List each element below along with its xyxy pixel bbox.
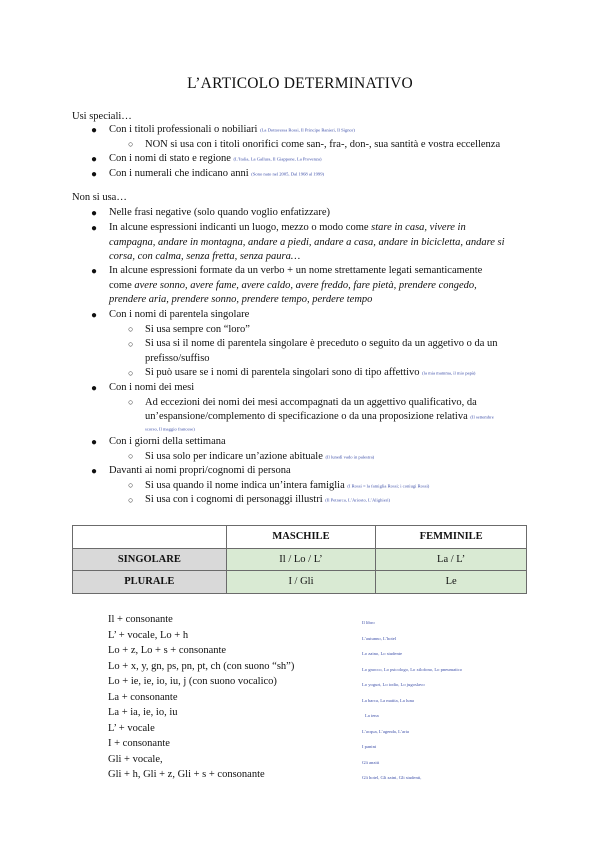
- rule-item: Il + consonante: [108, 614, 173, 625]
- sub-list-item: NON si usa con i titoli onorifici come san-, fra-, don-, sua santità e vostra eccellenza: [145, 139, 501, 150]
- example-note: (La Dottoressa Rossi, Il Principe Ranieri, Il Signor): [260, 127, 355, 133]
- rule-item: Lo + x, y, gn, ps, pn, pt, ch (con suono “sh”): [108, 660, 295, 672]
- rule-example: Lo zaino, Lo studente: [362, 651, 403, 656]
- rule-item: La + consonante: [108, 691, 178, 703]
- bullet-icon: ●: [91, 154, 98, 165]
- example-note: (Il lunedì vado in palestra): [325, 454, 375, 459]
- example-note: (Sono nato nel 2005, Dal 1968 al 1999): [251, 171, 325, 177]
- table-cell: Le: [376, 571, 527, 594]
- rule-item: La + ia, ie, io, iu: [108, 707, 178, 718]
- list-item-continuation: corsa, con calma, senza fretta, senza paura…: [109, 251, 301, 262]
- table-cell: La / L’: [376, 548, 527, 571]
- list-item-continuation: campagna, andare in montagna, andare a piedi, andare a casa, andare in bicicletta, andare si: [109, 236, 505, 248]
- example-note: (Il settembre: [470, 414, 494, 420]
- rule-example: L’autunno, L’hotel: [362, 635, 397, 641]
- circle-bullet-icon: ○: [128, 368, 134, 378]
- list-item-continuation: prendere aria, prendere sonno, prendere tempo, perdere tempo: [109, 294, 373, 305]
- bullet-icon: ●: [91, 437, 98, 448]
- list-item: Con i nomi dei mesi: [109, 382, 195, 393]
- table-row: [73, 548, 527, 571]
- rule-example: L’acqua, L’agenda, L’aria: [362, 728, 409, 734]
- rule-item: L’ + vocale: [108, 722, 155, 734]
- rule-example: Gli anziti: [362, 759, 380, 765]
- sub-list-item-continuation: un’espansione/complemento di specificazione o da una proposizione relativa (Il settembre: [145, 411, 494, 422]
- sub-list-item: Si usa con i cognomi di personaggi illustri (Il Petrarca, L’Ariosto, L’Alighieri): [145, 494, 391, 505]
- table-cell: Il / Lo / L’: [226, 548, 376, 571]
- example-note: (la mia mamma, il mio papà): [422, 370, 476, 376]
- rule-example: La barca, La matita, La luna: [362, 697, 414, 703]
- bullet-icon: ●: [91, 466, 98, 477]
- sub-list-item: Ad eccezioni dei nomi dei mesi accompagnati da un aggettivo qualificativo, da: [145, 396, 477, 408]
- rule-example: I panini: [362, 744, 377, 749]
- circle-bullet-icon: ○: [128, 397, 134, 407]
- section-label-not-used: Non si usa…: [72, 192, 127, 203]
- row-header-plurale: PLURALE: [73, 571, 227, 594]
- circle-bullet-icon: ○: [128, 139, 134, 149]
- rule-item: Gli + vocale,: [108, 753, 163, 765]
- table-corner-cell: [73, 526, 227, 549]
- rule-example: Lo gnocco, Lo psicologo, Lo xilofono, Lo pneumatico: [362, 666, 463, 672]
- sub-list-item: Si usa si il nome di parentela singolare è preceduto o seguito da un aggetivo o da un: [145, 338, 498, 349]
- bullet-icon: ●: [91, 208, 98, 219]
- sub-list-item: Si può usare se i nomi di parentela singolari sono di tipo affettivo (la mia mamma, il mio papà): [145, 367, 476, 378]
- section-label-special-uses: Usi speciali…: [72, 111, 132, 122]
- list-item: [109, 152, 322, 167]
- list-item: In alcune espressioni indicanti un luogo, mezzo o modo come stare in casa, vivere in: [109, 222, 466, 233]
- table-header-row: [73, 526, 527, 549]
- list-item-text: Con i numerali che indicano anni: [109, 168, 249, 179]
- sub-list-item-continuation: prefisso/suffiso: [145, 352, 210, 364]
- page-title: L’ARTICOLO DETERMINATIVO: [187, 75, 413, 92]
- circle-bullet-icon: ○: [128, 339, 134, 349]
- list-item-text: Con i titoli professionali o nobiliari: [109, 124, 258, 135]
- example-note: (I Rossi = la famiglia Rossi; i coniugi Rossi): [347, 483, 430, 488]
- bullet-icon: ●: [91, 310, 98, 321]
- rule-item: Gli + h, Gli + z, Gli + s + consonante: [108, 769, 265, 780]
- list-item: Davanti ai nomi propri/cognomi di persona: [109, 465, 291, 476]
- table-cell: I / Gli: [226, 571, 376, 594]
- bullet-icon: ●: [91, 169, 98, 180]
- list-item: Nelle frasi negative (solo quando voglio enfatizzare): [109, 207, 330, 218]
- list-item: Con i nomi di parentela singolare: [109, 309, 250, 320]
- bullet-icon: ●: [91, 383, 98, 394]
- bullet-icon: ●: [91, 266, 98, 277]
- circle-bullet-icon: ○: [128, 480, 134, 490]
- circle-bullet-icon: ○: [128, 451, 134, 461]
- circle-bullet-icon: ○: [128, 495, 134, 505]
- rule-item: I + consonante: [108, 738, 170, 749]
- example-note: scorso, Il maggio francese): [145, 426, 195, 432]
- table-row: [73, 571, 527, 594]
- rule-example: Il libro: [362, 620, 375, 625]
- sub-list-item: Si usa solo per indicare un’azione abituale (Il lunedì vado in palestra): [145, 450, 375, 462]
- list-item: Con i giorni della settimana: [109, 436, 226, 447]
- list-item: [109, 123, 355, 138]
- bullet-icon: ●: [91, 223, 98, 234]
- circle-bullet-icon: ○: [128, 324, 134, 334]
- rule-example: Lo yogurt, Lo iodio, Lo jugoslavo: [362, 682, 425, 687]
- example-note: (Il Petrarca, L’Ariosto, L’Alighieri): [325, 497, 391, 503]
- list-item-text: Con i nomi di stato e regione: [109, 153, 231, 164]
- rule-example: La iena: [365, 713, 379, 718]
- list-item: [109, 167, 324, 182]
- example-note: (L’Italia, La Gallura, Il Giappone, La Provenza): [233, 156, 322, 162]
- rule-example: Gli hotel, Gli zaini, Gli studenti,: [362, 775, 422, 780]
- list-item: In alcune espressioni formate da un verbo + un nome strettamente legati semanticamente: [109, 265, 483, 276]
- rule-item: L’ + vocale, Lo + h: [108, 629, 189, 641]
- list-item-continuation: come avere sonno, avere fame, avere caldo, avere freddo, fare pietà, prendere congedo,: [109, 279, 477, 291]
- row-header-singolare: SINGOLARE: [73, 548, 227, 571]
- column-header-femminile: FEMMINILE: [376, 526, 527, 549]
- sub-list-item: Si usa quando il nome indica un’intera famiglia (I Rossi = la famiglia Rossi; i coniugi Rossi): [145, 479, 430, 491]
- article-table: [72, 525, 527, 594]
- rule-item: Lo + z, Lo + s + consonante: [108, 645, 227, 656]
- bullet-icon: ●: [91, 125, 98, 136]
- rule-item: Lo + ie, ie, io, iu, j (con suono vocalico): [108, 676, 277, 687]
- column-header-maschile: MASCHILE: [226, 526, 376, 549]
- sub-list-item: Si usa sempre con “loro”: [145, 323, 250, 335]
